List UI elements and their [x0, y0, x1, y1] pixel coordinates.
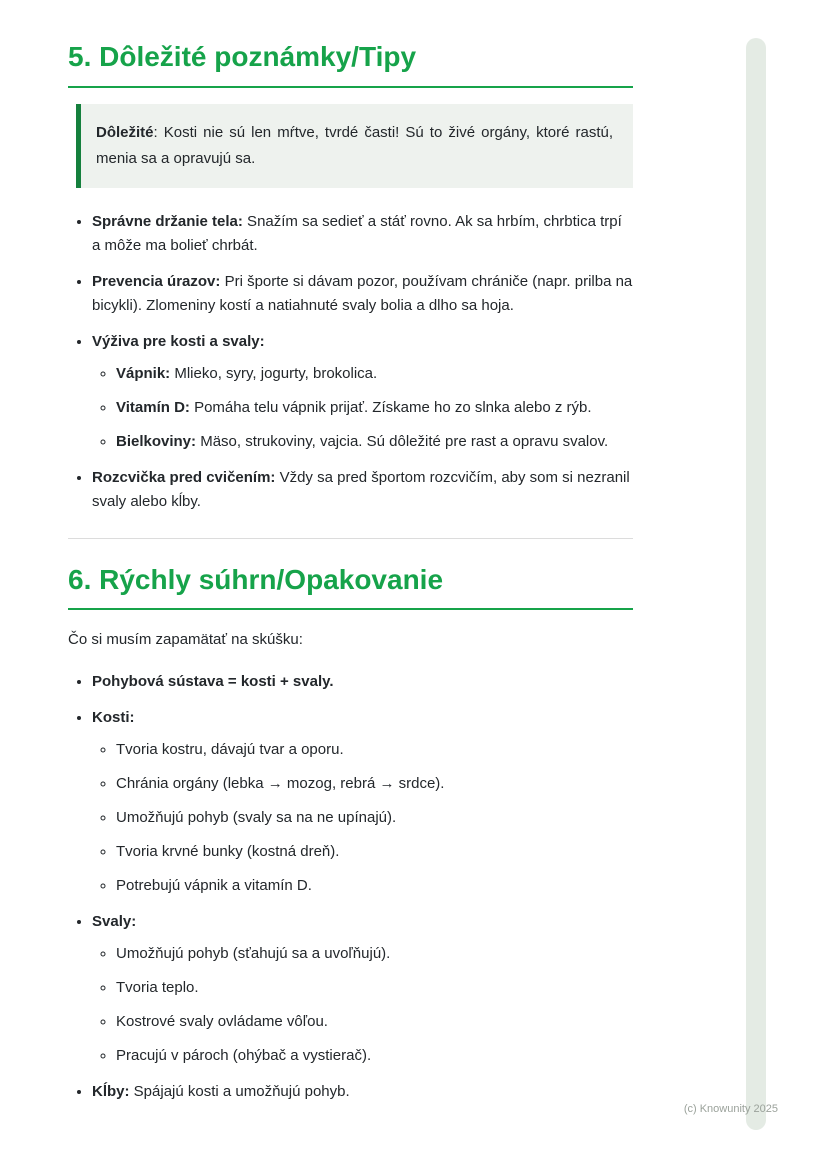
list-item-bold: Kosti:	[92, 709, 135, 727]
list-item-bold: Správne držanie tela:	[92, 212, 243, 230]
section5-title: 5. Dôležité poznámky/Tipy	[68, 40, 633, 88]
list-item-bold: Kĺby:	[92, 1083, 130, 1101]
list-item-bold: Svaly:	[92, 913, 137, 931]
list-item-text: Tvoria teplo.	[116, 979, 199, 997]
list-item-text: Chránia orgány (lebka → mozog, rebrá → srdce).	[116, 775, 445, 793]
list-item-bold: Bielkoviny:	[116, 432, 197, 450]
notes-list	[68, 210, 633, 514]
list-item-text: Kostrové svaly ovládame vôľou.	[116, 1013, 328, 1031]
section6	[68, 563, 633, 1105]
sub-list-item	[116, 874, 633, 898]
list-item-text: Umožňujú pohyb (sťahujú sa a uvoľňujú).	[116, 945, 391, 963]
sub-list	[92, 738, 633, 898]
list-item	[92, 670, 633, 694]
callout-label: Dôležité	[96, 123, 154, 141]
list-item	[92, 706, 633, 898]
list-item-text: Tvoria krvné bunky (kostná dreň).	[116, 843, 340, 861]
list-item	[92, 1080, 633, 1104]
list-item-bold: Výživa pre kosti a svaly:	[92, 332, 265, 350]
sub-list-item	[116, 840, 633, 864]
sub-list-item	[116, 396, 633, 420]
callout-text: : Kosti nie sú len mŕtve, tvrdé časti! Sú to živé orgány, ktoré rastú, menia sa a opravujú sa.	[96, 123, 613, 167]
sub-list	[92, 942, 633, 1068]
list-item-text: Mlieko, syry, jogurty, brokolica.	[170, 364, 378, 382]
list-item-bold: Vápnik:	[116, 364, 171, 382]
sub-list-item	[116, 738, 633, 762]
list-item-text: Snažím sa sedieť a stáť rovno. Ak sa hrbím, chrbtica trpí a môže ma bolieť chrbát.	[92, 212, 622, 254]
document-content	[68, 40, 633, 1116]
list-item-text: Potrebujú vápnik a vitamín D.	[116, 877, 312, 895]
sub-list-item	[116, 1010, 633, 1034]
list-item-text: Pracujú v pároch (ohýbač a vystierač).	[116, 1047, 372, 1065]
list-item-bold: Prevencia úrazov:	[92, 272, 221, 290]
sub-list-item	[116, 1044, 633, 1068]
summary-intro: Čo si musím zapamätať na skúšku:	[68, 631, 303, 649]
list-item	[92, 910, 633, 1068]
sub-list-item	[116, 362, 633, 386]
important-callout	[76, 104, 633, 188]
list-item	[92, 270, 633, 318]
section-divider	[68, 538, 633, 539]
list-item-text: Pri športe si dávam pozor, používam chrániče (napr. prilba na bicykli). Zlomeniny kostí a natiahnuté svaly bolia a dlho sa hoja.	[92, 272, 633, 314]
list-item-text: Spájajú kosti a umožňujú pohyb.	[129, 1083, 350, 1101]
list-item-bold: Vitamín D:	[116, 398, 190, 416]
scrollbar-track[interactable]	[746, 38, 766, 1130]
list-item	[92, 466, 633, 514]
sub-list-item	[116, 772, 633, 796]
sub-list-item	[116, 942, 633, 966]
list-item-bold: Rozcvička pred cvičením:	[92, 468, 276, 486]
summary-list	[68, 670, 633, 1104]
list-item-text: Pomáha telu vápnik prijať. Získame ho zo slnka alebo z rýb.	[189, 398, 592, 416]
list-item	[92, 210, 633, 258]
list-item-text: Vždy sa pred športom rozcvičím, aby som si nezranil svaly alebo kĺby.	[92, 468, 630, 510]
list-item	[92, 330, 633, 454]
sub-list-item	[116, 430, 633, 454]
list-item-text: Mäso, strukoviny, vajcia. Sú dôležité pre rast a opravu svalov.	[196, 432, 609, 450]
sub-list-item	[116, 806, 633, 830]
sub-list	[92, 362, 633, 454]
sub-list-item	[116, 976, 633, 1000]
list-item-text: Tvoria kostru, dávajú tvar a oporu.	[116, 741, 344, 759]
section6-title: 6. Rýchly súhrn/Opakovanie	[68, 563, 633, 611]
copyright-footer: (c) Knowunity 2025	[683, 1103, 778, 1115]
list-item-text: Umožňujú pohyb (svaly sa na ne upínajú).	[116, 809, 397, 827]
list-item-bold: Pohybová sústava = kosti + svaly.	[92, 673, 334, 691]
